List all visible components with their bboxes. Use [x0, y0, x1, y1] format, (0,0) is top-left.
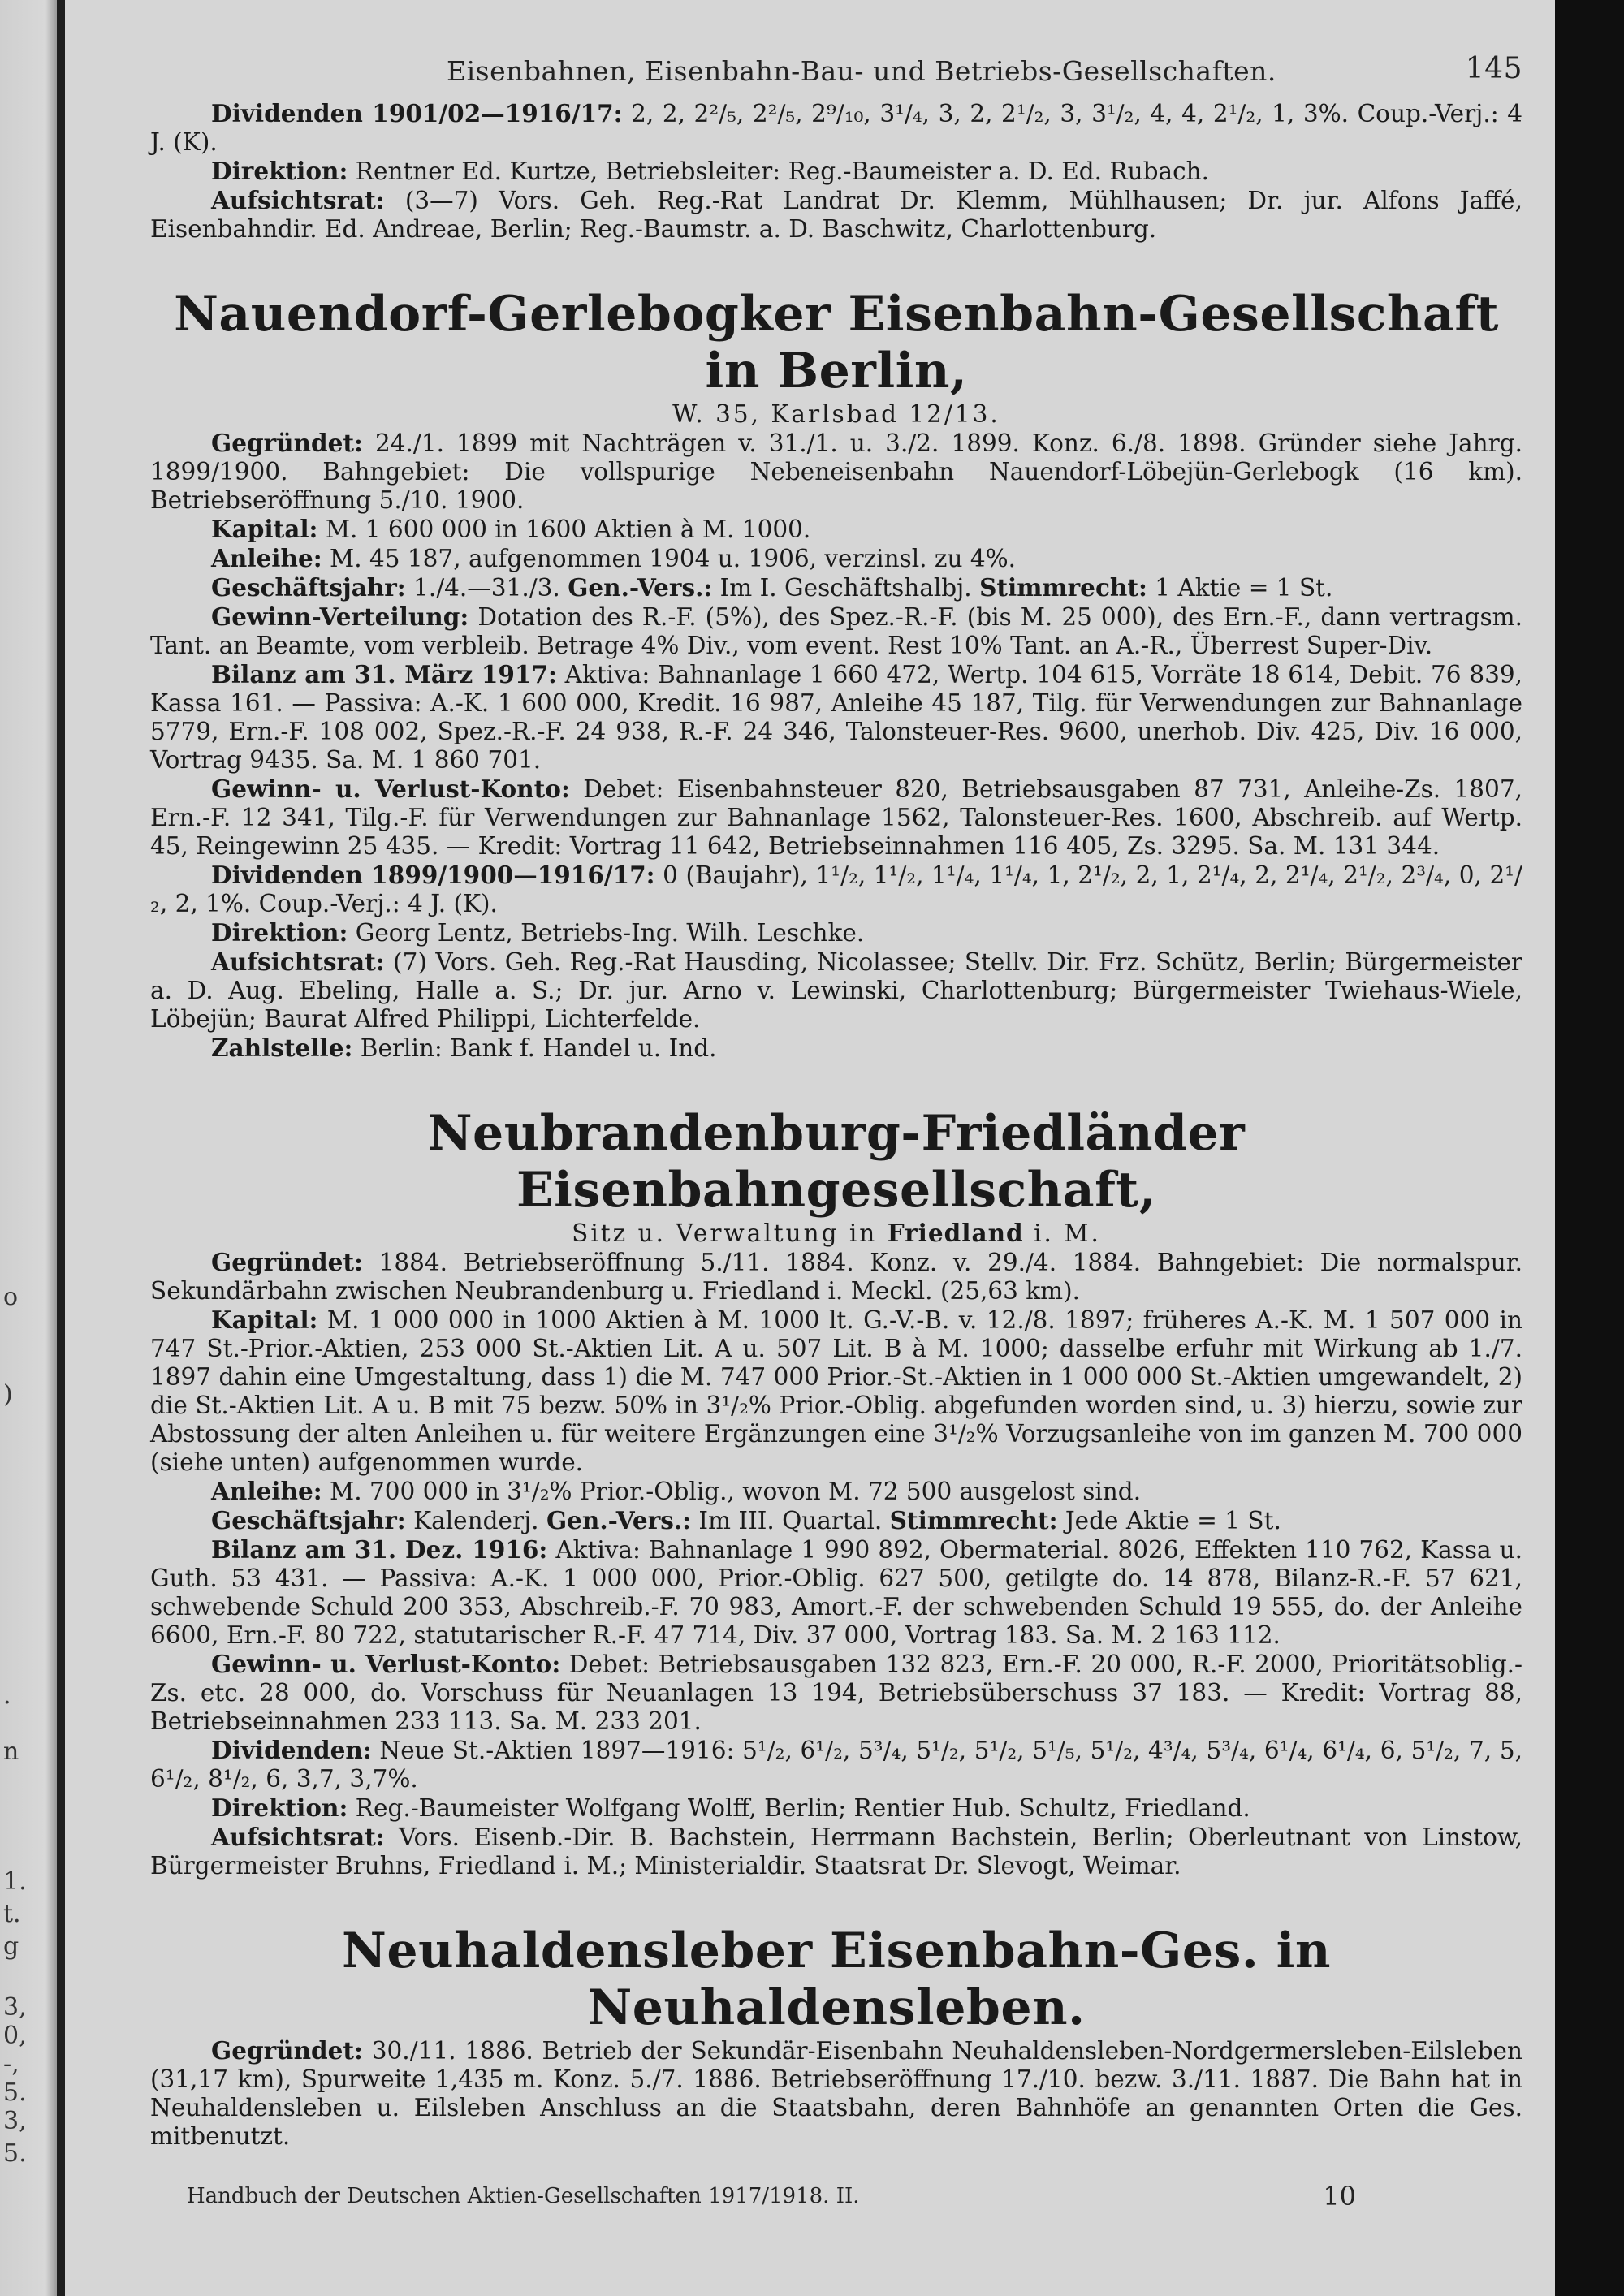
- left-page-edge: [0, 0, 57, 2296]
- section-text: (7) Vors. Geh. Reg.-Rat Hausding, Nicolassee; Stellv. Dir. Frz. Schütz, Berlin; Bürgermeister a. D. Aug. Ebeling, Halle a. S.; Dr. jur. Arno v. Lewinski, Charlottenburg; Bürgermeister Twiehaus-Wiele, Löbejün; Baurat Alfred Philippi, Lichterfelde.: [150, 948, 1522, 1033]
- entry-section: [150, 429, 1522, 515]
- margin-fragment: 1.: [3, 1867, 27, 1896]
- section-text: 2, 2, 2²/₅, 2²/₅, 2⁹/₁₀, 3¹/₄, 3, 2, 2¹/₂, 3, 3¹/₂, 4, 4, 2¹/₂, 1, 3%. Coup.-Verj.: 4 J. (K).: [150, 100, 1522, 156]
- section-label: Bilanz am 31. März 1917:: [211, 660, 557, 688]
- margin-fragment: g: [3, 1932, 19, 1961]
- right-scan-edge: [1555, 0, 1624, 2296]
- section-label: Aufsichtsrat:: [211, 1823, 385, 1851]
- section-label: Dividenden:: [211, 1736, 372, 1764]
- section-label: Geschäftsjahr:: [211, 1506, 406, 1534]
- section-label: Direktion:: [211, 918, 348, 947]
- subtitle-text: Sitz u. Verwaltung in: [572, 1219, 878, 1247]
- section-label: Geschäftsjahr:: [211, 573, 406, 602]
- section-label: Stimmrecht:: [889, 1506, 1058, 1534]
- section-label: Bilanz am 31. Dez. 1916:: [211, 1535, 548, 1564]
- entry-section: [150, 1034, 1522, 1063]
- section-text: Georg Lentz, Betriebs-Ing. Wilh. Leschke.: [355, 919, 865, 947]
- section-label: Gegründet:: [211, 2036, 363, 2065]
- entry-section: [150, 1506, 1522, 1535]
- company-heading: Neuhaldensleber Eisenbahn-Ges. in Neuhaldensleben.: [341, 1923, 1332, 2036]
- running-head-title: Eisenbahnen, Eisenbahn-Bau- und Betriebs-Gesellschaften.: [447, 55, 1276, 87]
- entry-section: [150, 1823, 1522, 1880]
- entry-section: [150, 1248, 1522, 1306]
- running-head: [150, 49, 1522, 99]
- section-text: 24./1. 1899 mit Nachträgen v. 31./1. u. 3./2. 1899. Konz. 6./8. 1898. Gründer siehe Jahrg. 1899/1900. Bahngebiet: Die vollspurige Nebeneisenbahn Nauendorf-Löbejün-Gerlebogk (16 km). Betriebseröffnung 5./10. 1900.: [150, 429, 1522, 514]
- section-text: 0 (Baujahr), 1¹/₂, 1¹/₂, 1¹/₄, 1¹/₄, 1, 2¹/₂, 2, 1, 2¹/₄, 2, 2¹/₄, 2¹/₂, 2³/₄, 0, 2¹/₂, 2, 1%. Coup.-Verj.: 4 J. (K).: [150, 861, 1522, 917]
- company-address: W. 35, Karlsbad 12/13.: [672, 400, 1000, 428]
- company-address: [150, 1219, 1522, 1248]
- entry-section: [150, 1306, 1522, 1477]
- section-text: Kalenderj.: [413, 1507, 539, 1534]
- section-text: M. 1 000 000 in 1000 Aktien à M. 1000 lt. G.-V.-B. v. 12./8. 1897; früheres A.-K. M. 1 507 000 in 747 St.-Prior.-Aktien, 253 000 St.-Aktien Lit. A u. 507 Lit. B à M. 1000; dasselbe erfuhr mit Wirkung ab 1./7. 1897 dahin eine Umgestaltung, dass 1) die M. 747 000 Prior.-St.-Aktien in 1 000 000 St.-Aktien umgewandelt, 2) die St.-Aktien Lit. A u. B mit 75 bezw. 50% in 3¹/₂% Prior.-Oblig. abgefunden worden sind, u. 3) hierzu, sowie zur Abstossung der alten Anleihen u. für weitere Ergänzungen eine 3¹/₂% Vorzugsanleihe von im ganzen M. 700 000 (siehe unten) aufgenommen wurde.: [150, 1306, 1522, 1476]
- signature-mark: 10: [1323, 2181, 1356, 2212]
- section-label: Zahlstelle:: [211, 1034, 353, 1062]
- margin-fragment: ): [3, 1380, 13, 1409]
- margin-fragment: 3,: [3, 2107, 27, 2135]
- section-text: M. 45 187, aufgenommen 1904 u. 1906, verzinsl. zu 4%.: [330, 545, 1017, 572]
- section-label: Aufsichtsrat:: [211, 947, 385, 976]
- section-text: Debet: Eisenbahnsteuer 820, Betriebsausgaben 87 731, Anleihe-Zs. 1807, Ern.-F. 12 341, Tilg.-F. für Verwendungen zur Bahnanlage 1562, Talonsteuer-Res. 1600, Abschreib. auf Wertp. 45, Reingewinn 25 435. — Kredit: Vortrag 11 642, Betriebseinnahmen 116 405, Zs. 3295. Sa. M. 131 344.: [150, 775, 1522, 860]
- margin-fragment: o: [3, 1283, 19, 1311]
- section-label: Dividenden 1899/1900—1916/17:: [211, 861, 655, 889]
- entry-section: [150, 1650, 1522, 1736]
- section-label: Kapital:: [211, 515, 318, 543]
- entry-section: [150, 947, 1522, 1034]
- section-text: Dotation des R.-F. (5%), des Spez.-R.-F. (bis M. 25 000), des Ern.-F., dann vertragsm. Tant. an Beamte, vom verbleib. Betrage 4% Div., vom event. Rest 10% Tant. an A.-R., Überrest Super-Div.: [150, 603, 1522, 659]
- subtitle-end: i. M.: [1034, 1219, 1101, 1247]
- margin-fragment: -,: [3, 2050, 19, 2078]
- section-text: (3—7) Vors. Geh. Reg.-Rat Landrat Dr. Klemm, Mühlhausen; Dr. jur. Alfons Jaffé, Eisenbahndir. Ed. Andreae, Berlin; Reg.-Baumstr. a. D. Baschwitz, Charlottenburg.: [150, 187, 1522, 243]
- entry-section: [150, 1477, 1522, 1506]
- margin-fragment: 3,: [3, 1993, 27, 2022]
- prev-dividenden: [150, 99, 1522, 157]
- section-text: 1 Aktie = 1 St.: [1155, 574, 1333, 602]
- section-label: Gegründet:: [211, 429, 363, 457]
- entry-section: [150, 2036, 1522, 2151]
- section-label: Gewinn-Verteilung:: [211, 602, 469, 631]
- margin-fragment: 5.: [3, 2078, 27, 2107]
- page-content: [150, 49, 1522, 2151]
- entry-section: [150, 918, 1522, 947]
- entry-section: [150, 573, 1522, 602]
- entry-section: [150, 544, 1522, 573]
- section-label: Direktion:: [211, 1793, 348, 1822]
- margin-fragment: 5.: [3, 2139, 27, 2168]
- footer-source: Handbuch der Deutschen Aktien-Gesellschaften 1917/1918. II.: [187, 2184, 860, 2208]
- section-text: Vors. Eisenb.-Dir. B. Bachstein, Herrmann Bachstein, Berlin; Oberleutnant von Linstow, Bürgermeister Bruhns, Friedland i. M.; Ministerialdir. Staatsrat Dr. Slevogt, Weimar.: [150, 1823, 1522, 1880]
- entry-section: [150, 775, 1522, 861]
- section-label: Anleihe:: [211, 544, 322, 572]
- entry-section: [150, 602, 1522, 660]
- entry-section: [150, 861, 1522, 918]
- section-text: M. 700 000 in 3¹/₂% Prior.-Oblig., wovon M. 72 500 ausgelost sind.: [330, 1478, 1142, 1505]
- entry-section: [150, 515, 1522, 544]
- subtitle-place: Friedland: [887, 1219, 1024, 1247]
- entry-section: [150, 660, 1522, 775]
- section-text: 30./11. 1886. Betrieb der Sekundär-Eisenbahn Neuhaldensleben-Nordgermersleben-Eilsleben (31,17 km), Spurweite 1,435 m. Konz. 5./7. 1886. Betriebseröffnung 17./10. bezw. 3./11. 1887. Die Bahn hat in Neuhaldensleben u. Eilsleben Anschluss an die Staatsbahn, deren Bahnhöfe an genannten Orten die Ges. mitbenutzt.: [150, 2037, 1522, 2150]
- section-label: Gewinn- u. Verlust-Konto:: [211, 1650, 561, 1678]
- section-text: 1./4.—31./3.: [413, 574, 560, 602]
- section-label: Anleihe:: [211, 1477, 322, 1505]
- section-label: Gegründet:: [211, 1248, 363, 1276]
- section-label: Aufsichtsrat:: [211, 186, 385, 214]
- section-text: Aktiva: Bahnanlage 1 990 892, Obermaterial. 8026, Effekten 110 762, Kassa u. Guth. 53 431. — Passiva: A.-K. 1 000 000, Prior.-Oblig. 627 500, getilgte do. 14 878, Bilanz-R.-F. 57 621, schwebende Schuld 200 353, Abschreib.-F. 70 983, Amort.-F. der schwebenden Schuld 19 555, do. der Anleihe 6600, Ern.-F. 80 722, statutarischer R.-F. 47 714, Div. 37 000, Vortrag 183. Sa. M. 2 163 112.: [150, 1536, 1522, 1649]
- section-label: Stimmrecht:: [979, 573, 1147, 602]
- section-text: Im I. Geschäftshalbj.: [719, 574, 972, 602]
- book-page: [65, 0, 1555, 2296]
- prev-direktion: [150, 157, 1522, 186]
- company-heading: Nauendorf-Gerlebogker Eisenbahn-Gesellschaft in Berlin,: [174, 286, 1499, 399]
- section-label: Kapital:: [211, 1306, 318, 1334]
- margin-fragment: ·: [3, 1689, 11, 1717]
- section-label: Gen.-Vers.:: [546, 1506, 692, 1534]
- margin-fragment: n: [3, 1737, 19, 1766]
- section-label: Gewinn- u. Verlust-Konto:: [211, 775, 570, 803]
- section-text: Aktiva: Bahnanlage 1 660 472, Wertp. 104 615, Vorräte 18 614, Debit. 76 839, Kassa 161. — Passiva: A.-K. 1 600 000, Kredit. 16 987, Anleihe 45 187, Tilg. für Verwendungen zur Bahnanlage 5779, Ern.-F. 108 002, Spez.-R.-F. 24 938, R.-F. 24 346, Talonsteuer-Res. 9600, unerhob. Div. 425, Div. 16 000, Vortrag 9435. Sa. M. 1 860 701.: [150, 661, 1522, 774]
- section-text: Debet: Betriebsausgaben 132 823, Ern.-F. 20 000, R.-F. 2000, Prioritätsoblig.-Zs. etc. 28 000, do. Vorschuss für Neuanlagen 13 194, Betriebsüberschuss 37 183. — Kredit: Vortrag 88, Betriebseinnahmen 233 113. Sa. M. 233 201.: [150, 1651, 1522, 1735]
- section-text: M. 1 600 000 in 1600 Aktien à M. 1000.: [325, 516, 811, 543]
- section-text: Rentner Ed. Kurtze, Betriebsleiter: Reg.-Baumeister a. D. Ed. Rubach.: [355, 158, 1209, 185]
- page-footer: [187, 2181, 1356, 2216]
- margin-fragment: 0,: [3, 2022, 27, 2050]
- company-heading: Neubrandenburg-Friedländer Eisenbahngesellschaft,: [427, 1105, 1246, 1219]
- section-text: Jede Aktie = 1 St.: [1065, 1507, 1281, 1534]
- margin-fragment: t.: [3, 1900, 21, 1928]
- section-label: Gen.-Vers.:: [568, 573, 713, 602]
- section-label: Dividenden 1901/02—1916/17:: [211, 99, 623, 127]
- section-text: Reg.-Baumeister Wolfgang Wolff, Berlin; Rentier Hub. Schultz, Friedland.: [355, 1794, 1250, 1822]
- section-text: Berlin: Bank f. Handel u. Ind.: [360, 1034, 717, 1062]
- section-text: Im III. Quartal.: [698, 1507, 883, 1534]
- prev-aufsichtsrat: [150, 186, 1522, 244]
- entry-section: [150, 1793, 1522, 1823]
- section-text: 1884. Betriebseröffnung 5./11. 1884. Konz. v. 29./4. 1884. Bahngebiet: Die normalspur. Sekundärbahn zwischen Neubrandenburg u. Friedland i. Meckl. (25,63 km).: [150, 1249, 1522, 1305]
- page-number: 145: [1465, 52, 1522, 85]
- entry-section: [150, 1736, 1522, 1793]
- entry-section: [150, 1535, 1522, 1650]
- section-label: Direktion:: [211, 157, 348, 185]
- section-text: Neue St.-Aktien 1897—1916: 5¹/₂, 6¹/₂, 5³/₄, 5¹/₂, 5¹/₂, 5¹/₅, 5¹/₂, 4³/₄, 5³/₄, 6¹/₄, 6¹/₄, 6, 5¹/₂, 7, 5, 6¹/₂, 8¹/₂, 6, 3,7, 3,7%.: [150, 1737, 1522, 1793]
